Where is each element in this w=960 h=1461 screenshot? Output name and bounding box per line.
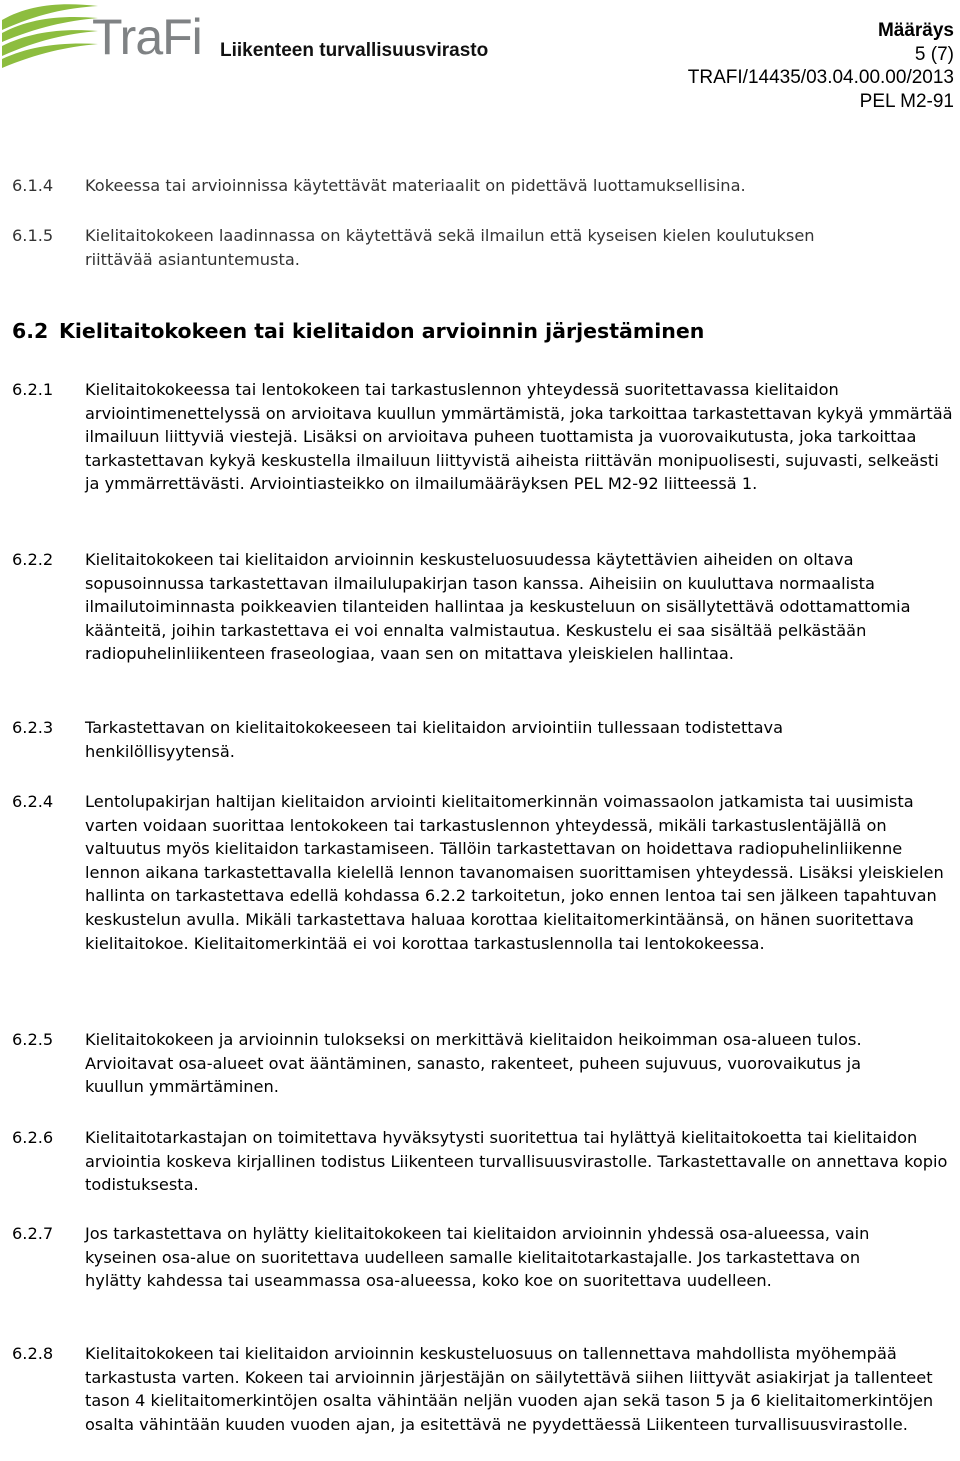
section-text: Kielitaitokokeen ja arvioinnin tulokseksi on merkittävä kielitaidon heikoimman osa-alueen tulos. Arvioitavat osa-alueet ovat ääntäminen, sanasto, rakenteet, puheen sujuvuus, vuorovaikutus ja kuullun ymmärtäminen. [85, 1030, 862, 1097]
section-text: Jos tarkastettava on hylätty kielitaitokokeen tai kielitaidon arvioinnin yhdessä osa-alueessa, vain kyseinen osa-alue on suoritettava uudelleen samalle kielitaitotarkastajalle. Jos tarkastettava on hylätty kahdessa tai useammassa osa-alueessa, koko koe on suoritettava uudelleen. [85, 1224, 870, 1291]
section-number: 6.2.4 [12, 792, 54, 811]
section-number: 6.2.2 [12, 550, 54, 569]
section-6-2-4 [12, 790, 958, 955]
section-heading-6-2 [12, 317, 704, 345]
section-text: Kielitaitokokeen tai kielitaidon arvioinnin keskusteluosuudessa käytettävien aiheiden on oltava sopusoinnussa tarkastettavan ilmailulupakirjan tason kanssa. Aiheisiin on kuuluttava normaalista ilmailutoiminnasta poikkeavien tilanteiden hallintaa ja keskusteluun on sisällytettävä odottamattomia käänteitä, joihin tarkastettava ei voi ennalta valmistautua. Keskustelu ei saa sisältää pelkästään radiopuhelinliikenteen fraseologiaa, vaan sen on mitattava yleiskielen hallintaa. [85, 550, 911, 664]
section-6-2-1 [12, 378, 958, 496]
section-text: Lentolupakirjan haltijan kielitaidon arviointi kielitaitomerkinnän voimassaolon jatkamista tai uusimista varten voidaan suorittaa lentokokeen tai tarkastuslennon yhteydessä, mikäli tarkastuslentäjällä on valtuutus myös kielitaidon tarkastamiseen. Tällöin tarkastettavan on hoidettava radiopuhelinliikenne lennon aikana tarkastettavalla kielellä lennon tavanomaisen suorittamisen yhteydessä. Lisäksi yleiskielen hallinta on tarkastettava edellä kohdassa 6.2.2 tarkoitetun, joko ennen lentoa tai sen jälkeen tapahtuvan keskustelun avulla. Mikäli tarkastettava haluaa korottaa kielitaitomerkintäänsä, on hänen suoritettava kielitaitokoe. Kielitaitomerkintää ei voi korottaa tarkastuslennolla tai lentokokeessa. [85, 792, 944, 953]
page-number: 5 (7) [914, 43, 954, 65]
doc-reference: TRAFI/14435/03.04.00.00/2013 [687, 67, 954, 88]
section-number: 6.2.7 [12, 1224, 54, 1243]
section-6-1-5 [12, 224, 958, 271]
section-6-2-2 [12, 548, 958, 666]
section-number: 6.2.1 [12, 380, 54, 399]
trafi-logo [0, 0, 489, 75]
section-6-2-7 [12, 1222, 958, 1293]
section-text: Kielitaitokokeen tai kielitaidon arvioinnin keskusteluosuus on tallennettava mahdollista myöhempää tarkastusta varten. Kokeen tai arvioinnin järjestäjän on säilytettävä siihen liittyvät asiakirjat ja tallenteet tason 4 kielitaitomerkintöjen osalta vähintään neljän vuoden ajan sekä tason 5 ja 6 kielitaitomerkintöjen osalta vähintään kuuden vuoden ajan, ja esitettävä ne pyydettäessä Liikenteen turvallisuusvirastolle. [85, 1344, 934, 1434]
heading-text: Kielitaitokokeen tai kielitaidon arvioinnin järjestäminen [59, 319, 705, 343]
section-6-1-4 [12, 174, 958, 198]
section-number: 6.2.8 [12, 1344, 54, 1363]
section-6-2-5 [12, 1028, 958, 1099]
section-6-2-8 [12, 1342, 958, 1436]
section-number: 6.1.5 [12, 226, 54, 245]
section-text: Tarkastettavan on kielitaitokokeeseen tai kielitaidon arviointiin tullessaan todistettava henkilöllisyytensä. [85, 718, 784, 761]
section-number: 6.2.6 [12, 1128, 54, 1147]
logo-tagline: Liikenteen turvallisuusvirasto [220, 40, 489, 61]
doc-type: Määräys [877, 20, 954, 41]
logo-wordmark: TraFi [92, 9, 202, 65]
section-number: 6.2.5 [12, 1030, 54, 1049]
doc-code: PEL M2-91 [859, 90, 954, 112]
section-number: 6.2.3 [12, 718, 54, 737]
trafi-logo-swoosh-icon [0, 0, 100, 75]
section-text: Kielitaitokokeen laadinnassa on käytettävä sekä ilmailun että kyseisen kielen koulutuksen riittävää asiantuntemusta. [85, 226, 815, 269]
section-6-2-6 [12, 1126, 958, 1197]
section-text: Kokeessa tai arvioinnissa käytettävät materiaalit on pidettävä luottamuksellisina. [85, 176, 746, 195]
section-text: Kielitaitokokeessa tai lentokokeen tai tarkastuslennon yhteydessä suoritettavassa kielitaidon arviointimenettelyssä on arvioitava kuullun ymmärtämistä, joka tarkoittaa tarkastettavan kykyä ymmärtää ilmailuun liittyviä viestejä. Lisäksi on arvioitava puheen tuottamista ja vuorovaikutusta, joka tarkoittaa tarkastettavan kykyä keskustella ilmailuun liittyvistä aiheista riittävän monipuolisesti, sujuvasti, selkeästi ja ymmärrettävästi. Arviointiasteikko on ilmailumääräyksen PEL M2-92 liitteessä 1. [85, 380, 953, 494]
section-6-2-3 [12, 716, 958, 763]
document-header-info [688, 19, 954, 113]
section-text: Kielitaitotarkastajan on toimitettava hyväksytysti suoritettua tai hylättyä kielitaitokoetta tai kielitaidon arviointia koskeva kirjallinen todistus Liikenteen turvallisuusvirastolle. Tarkastettavalle on annettava kopio todistuksesta. [85, 1128, 948, 1195]
heading-number: 6.2 [12, 319, 49, 343]
section-number: 6.1.4 [12, 176, 54, 195]
